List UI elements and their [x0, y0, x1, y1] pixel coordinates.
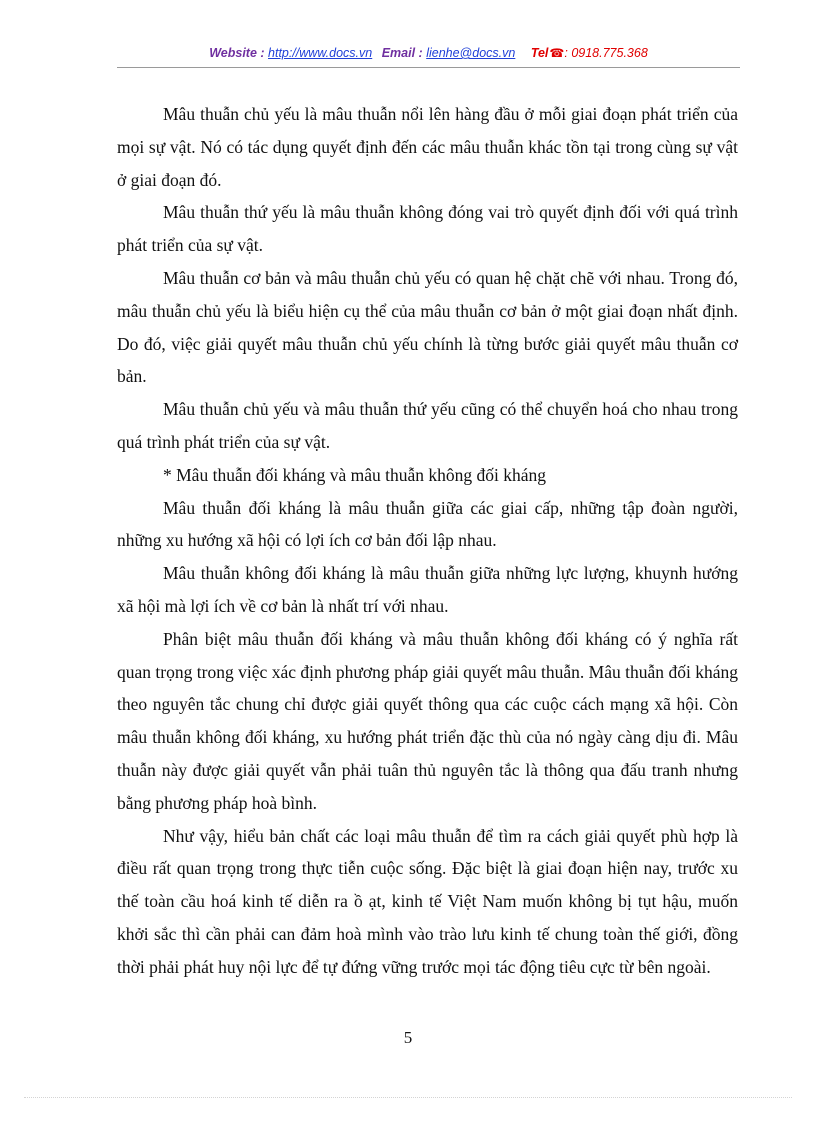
paragraph: Mâu thuẫn chủ yếu và mâu thuẫn thứ yếu cũng có thể chuyển hoá cho nhau trong quá trình phát triển của sự vật. — [117, 399, 738, 452]
section-heading: * Mâu thuẫn đối kháng và mâu thuẫn không đối kháng — [163, 464, 546, 485]
page-header — [117, 46, 740, 66]
paragraph: Mâu thuẫn cơ bản và mâu thuẫn chủ yếu có quan hệ chặt chẽ với nhau. Trong đó, mâu thuẫn chủ yếu là biểu hiện cụ thể của mâu thuẫn cơ bản ở một giai đoạn nhất định. Do đó, việc giải quyết mâu thuẫn chủ yếu chính là từng bước giải quyết mâu thuẫn cơ bản. — [117, 267, 738, 387]
paragraph: Như vậy, hiểu bản chất các loại mâu thuẫn để tìm ra cách giải quyết phù hợp là điều rất quan trọng trong thực tiễn cuộc sống. Đặc biệt là giai đoạn hiện nay, trước xu thế toàn cầu hoá kinh tế diễn ra ồ ạt, kinh tế Việt Nam muốn không bị tụt hậu, muốn khởi sắc thì cần phải can đảm hoà mình vào trào lưu kinh tế chung toàn thế giới, đồng thời phải phát huy nội lực để tự đứng vững trước mọi tác động tiêu cực từ bên ngoài. — [117, 825, 738, 977]
paragraph: Mâu thuẫn thứ yếu là mâu thuẫn không đóng vai trò quyết định đối với quá trình phát triển của sự vật. — [117, 202, 738, 256]
paragraph: Mâu thuẫn chủ yếu là mâu thuẫn nổi lên hàng đầu ở mỗi giai đoạn phát triển của mọi sự vật. Nó có tác dụng quyết định đến các mâu thuẫn khác tồn tại trong cùng sự vật ở giai đoạn đó. — [117, 104, 738, 190]
page-number: 5 — [403, 1028, 413, 1047]
website-separator: : — [256, 46, 269, 60]
header-divider — [117, 67, 740, 68]
website-link[interactable]: http://www.docs.vn — [268, 46, 373, 60]
phone-icon: ☎ — [549, 46, 565, 60]
paragraph: Mâu thuẫn không đối kháng là mâu thuẫn giữa những lực lượng, khuynh hướng xã hội mà lợi ích về cơ bản là nhất trí với nhau. — [117, 563, 738, 616]
email-label: Email — [381, 46, 416, 60]
email-separator: : — [415, 46, 427, 60]
paragraph: Phân biệt mâu thuẫn đối kháng và mâu thuẫn không đối kháng có ý nghĩa rất quan trọng trong việc xác định phương pháp giải quyết mâu thuẫn. Mâu thuẫn đối kháng theo nguyên tắc chung chỉ được giải quyết thông qua các cuộc cách mạng xã hội. Còn mâu thuẫn không đối kháng, xu hướng phát triển đặc thù của nó ngày càng dịu đi. Mâu thuẫn này được giải quyết vẫn phải tuân thủ nguyên tắc là thông qua đấu tranh nhưng bằng phương pháp hoà bình. — [117, 628, 738, 813]
paragraph: Mâu thuẫn đối kháng là mâu thuẫn giữa các giai cấp, những tập đoàn người, những xu hướng xã hội có lợi ích cơ bản đối lập nhau. — [117, 497, 738, 551]
tel-label: Tel — [530, 46, 549, 60]
tel-value: : 0918.775.368 — [564, 46, 648, 60]
document-body — [117, 98, 738, 984]
page-bottom-divider — [24, 1097, 792, 1098]
website-label: Website — [209, 46, 257, 60]
email-link[interactable]: lienhe@docs.vn — [426, 46, 516, 60]
